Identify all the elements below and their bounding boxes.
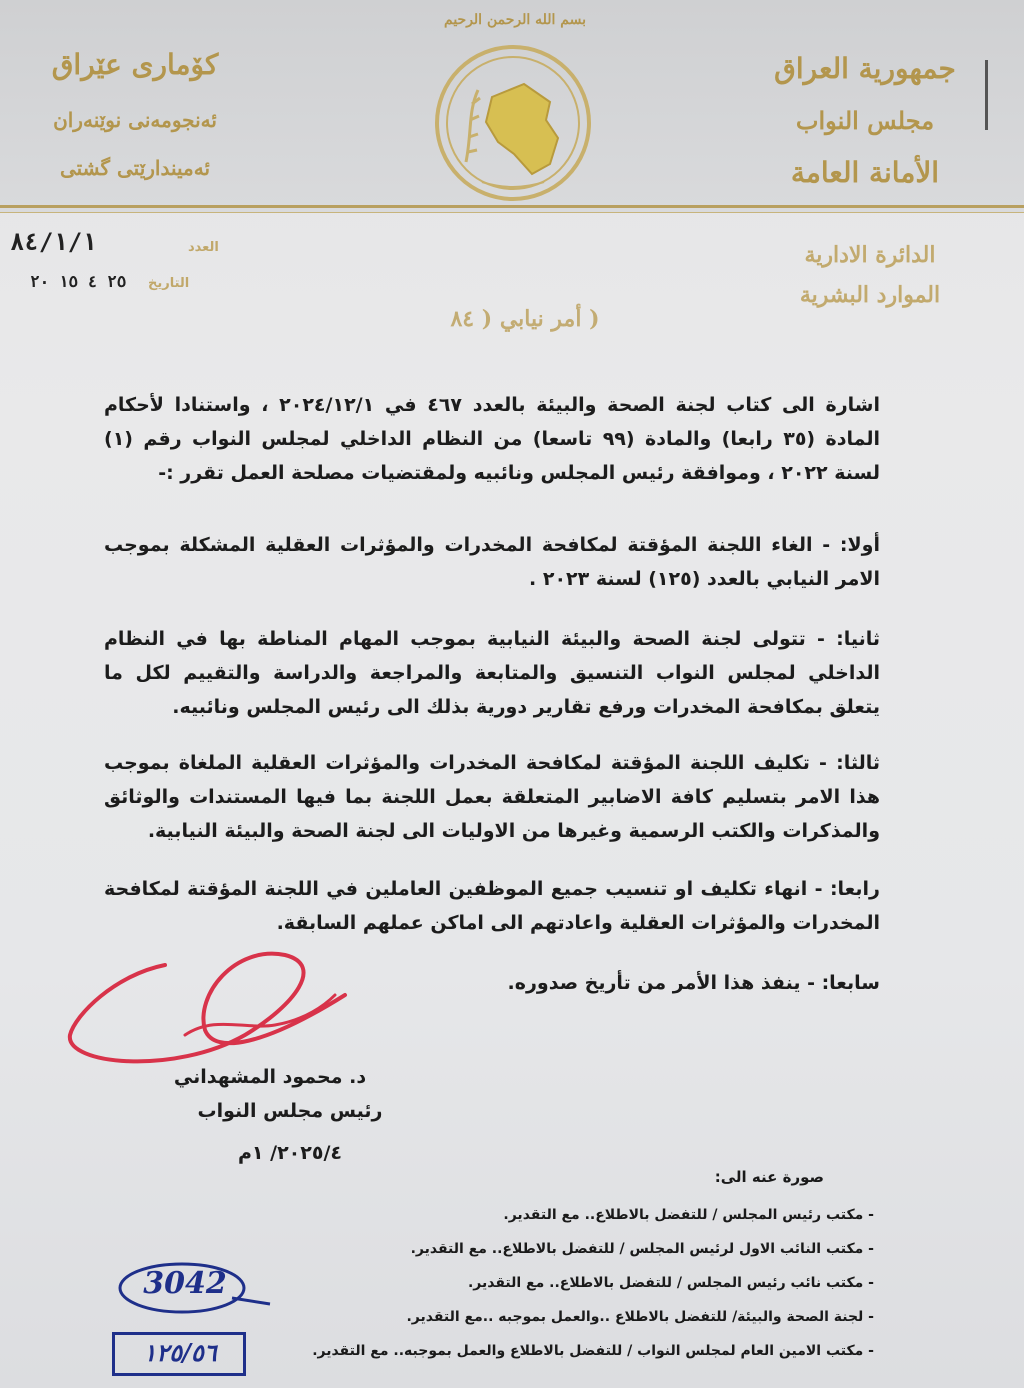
- letterhead-arabic-country: جمهورية العراق: [774, 52, 956, 85]
- document-date: ٢٥ ٤ ١٥ ٢٠: [30, 272, 127, 291]
- signature-date: ٢٠٢٥/٤/ ١م: [237, 1142, 343, 1164]
- order-title: ( أمر نيابي ( ٨٤: [450, 306, 600, 332]
- letterhead-divider: [0, 205, 1024, 208]
- letterhead-margin-mark: [985, 60, 988, 130]
- intro-paragraph: اشارة الى كتاب لجنة الصحة والبيئة بالعدد ٤٦٧ في ٢٠٢٤/١٢/١ ، واستنادا لأحكام المادة (٣٥ رابعا) والمادة (٩٩ تاسعا) من النظام الداخلي لمجلس النواب رقم (١) لسنة ٢٠٢٢ ، وموافقة رئيس المجلس ونائبيه ولمقتضيات مصلحة العمل تقرر :-: [104, 394, 880, 484]
- letterhead-arabic-secretariat: الأمانة العامة: [790, 156, 940, 189]
- letterhead-arabic-council: مجلس النواب: [795, 106, 935, 135]
- department-section: الموارد البشرية: [799, 282, 941, 308]
- handwritten-circled-number: 3042: [143, 1266, 227, 1301]
- handwritten-boxed-number: ١٢٥/٥٦: [143, 1338, 217, 1367]
- clause-first: أولا: - الغاء اللجنة المؤقتة لمكافحة المخدرات والمؤثرات العقلية المشكلة بموجب الامر النيابي بالعدد (١٢٥) لسنة ٢٠٢٣ .: [104, 534, 880, 590]
- clause-fifth: سابعا: - ينفذ هذا الأمر من تأريخ صدوره.: [507, 972, 880, 994]
- copy-recipient: - مكتب الامين العام لمجلس النواب / للتفضل بالاطلاع والعمل بموجبه.. مع التقدير.: [254, 1334, 874, 1368]
- clause-third: ثالثا: - تكليف اللجنة المؤقتة لمكافحة المخدرات والمؤثرات العقلية الملغاة بموجب هذا الامر بتسليم كافة الاضابير المتعلقة بعمل اللجنة بما فيها المستندات والوثائق والمذكرات والكتب الرسمية وغيرها من الاوليات الى لجنة الصحة والبيئة النيابية.: [104, 752, 880, 842]
- copy-recipient: - مكتب النائب الاول لرئيس المجلس / للتفضل بالاطلاع.. مع التقدير.: [254, 1232, 874, 1266]
- date-label: التاريخ: [148, 276, 190, 291]
- basmala: بسم الله الرحمن الرحيم: [444, 12, 586, 28]
- signatory-title: رئيس مجلس النواب: [197, 1100, 383, 1122]
- handwritten-signature: [55, 935, 355, 1085]
- copy-recipient: - مكتب نائب رئيس المجلس / للتفضل بالاطلاع.. مع التقدير.: [254, 1266, 874, 1300]
- copies-title: صورة عنه الى:: [714, 1168, 824, 1186]
- document-number: ٨٤/١/١: [10, 228, 97, 256]
- letterhead-kurdish-council: ئەنجومەنی نوێنەران: [53, 108, 217, 132]
- letterhead-kurdish-secretariat: ئەمیندارێتی گشتی: [59, 156, 211, 180]
- department-name: الدائرة الادارية: [804, 242, 936, 268]
- clause-fourth: رابعا: - انهاء تكليف او تنسيب جميع الموظفين العاملين في اللجنة المؤقتة لمكافحة المخدرات والمؤثرات العقلية واعادتهم الى اماكن عملهم السابقة.: [104, 878, 880, 934]
- letterhead-kurdish-country: كۆماری عێراق: [51, 48, 219, 81]
- copy-recipient: - مكتب رئيس المجلس / للتفضل بالاطلاع.. مع التقدير.: [254, 1198, 874, 1232]
- letterhead-divider-thin: [0, 212, 1024, 213]
- clause-second: ثانيا: - تتولى لجنة الصحة والبيئة النيابية بموجب المهام المناطة بها في النظام الداخلي لمجلس النواب التنسيق والمتابعة والمراجعة والدراسة والتقييم لكل ما يتعلق بمكافحة المخدرات ورفع تقارير دورية بذلك الى رئيس المجلس ونائبيه.: [104, 628, 880, 718]
- copy-recipient: - لجنة الصحة والبيئة/ للتفضل بالاطلاع ..والعمل بموجبه ..مع التقدير.: [254, 1300, 874, 1334]
- signatory-name: د. محمود المشهداني: [173, 1066, 367, 1088]
- number-label: العدد: [188, 240, 219, 255]
- copies-list: [254, 1198, 874, 1368]
- parliament-emblem-icon: [432, 42, 594, 204]
